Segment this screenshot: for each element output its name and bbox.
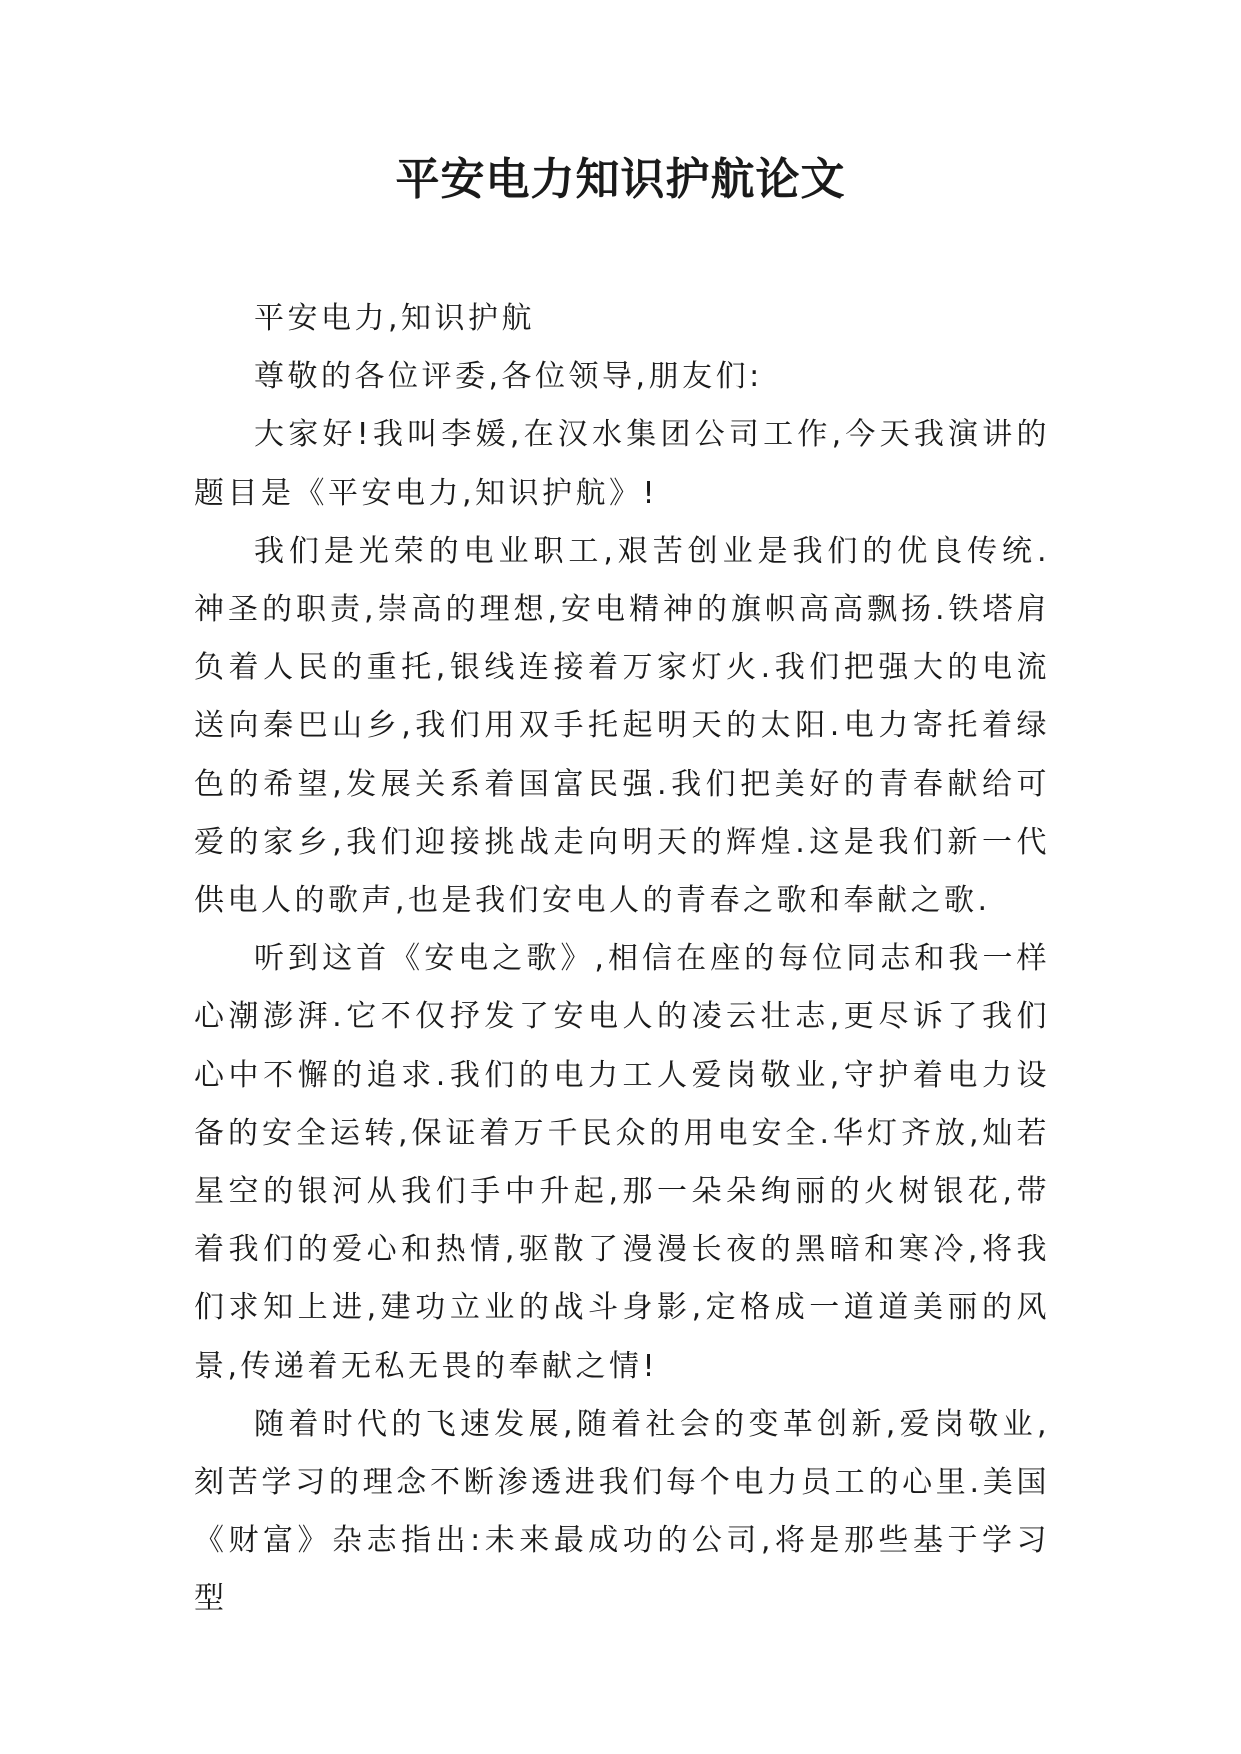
paragraph-introduction: 大家好!我叫李媛,在汉水集团公司工作,今天我演讲的题目是《平安电力,知识护航》!: [194, 417, 1050, 511]
paragraph-body: 我们是光荣的电业职工,艰苦创业是我们的优良传统.神圣的职责,崇高的理想,安电精神的旗帜高高飘扬.铁塔肩负着人民的重托,银线连接着万家灯火.我们把强大的电流送向秦巴山乡,我们用双手托起明天的太阳.电力寄托着绿色的希望,发展关系着国富民强.我们把美好的青春献给可爱的家乡,我们迎接挑战走向明天的辉煌.这是我们新一代供电人的歌声,也是我们安电人的青春之歌和奉献之歌.: [194, 533, 1050, 919]
document-title: 平安电力知识护航论文: [395, 154, 846, 205]
document-body: [194, 290, 1050, 1629]
paragraph-salutation: 尊敬的各位评委,各位领导,朋友们:: [254, 359, 763, 395]
paragraph-body: 随着时代的飞速发展,随着社会的变革创新,爱岗敬业,刻苦学习的理念不断渗透进我们每个电力员工的心里.美国《财富》杂志指出:未来最成功的公司,将是那些基于学习型: [194, 1406, 1050, 1617]
paragraph-body: 听到这首《安电之歌》,相信在座的每位同志和我一样心潮澎湃.它不仅抒发了安电人的凌云壮志,更尽诉了我们心中不懈的追求.我们的电力工人爱岗敬业,守护着电力设备的安全运转,保证着万千民众的用电安全.华灯齐放,灿若星空的银河从我们手中升起,那一朵朵绚丽的火树银花,带着我们的爱心和热情,驱散了漫漫长夜的黑暗和寒冷,将我们求知上进,建功立业的战斗身影,定格成一道道美丽的风景,传递着无私无畏的奉献之情!: [194, 941, 1050, 1384]
paragraph-subtitle: 平安电力,知识护航: [254, 301, 536, 336]
